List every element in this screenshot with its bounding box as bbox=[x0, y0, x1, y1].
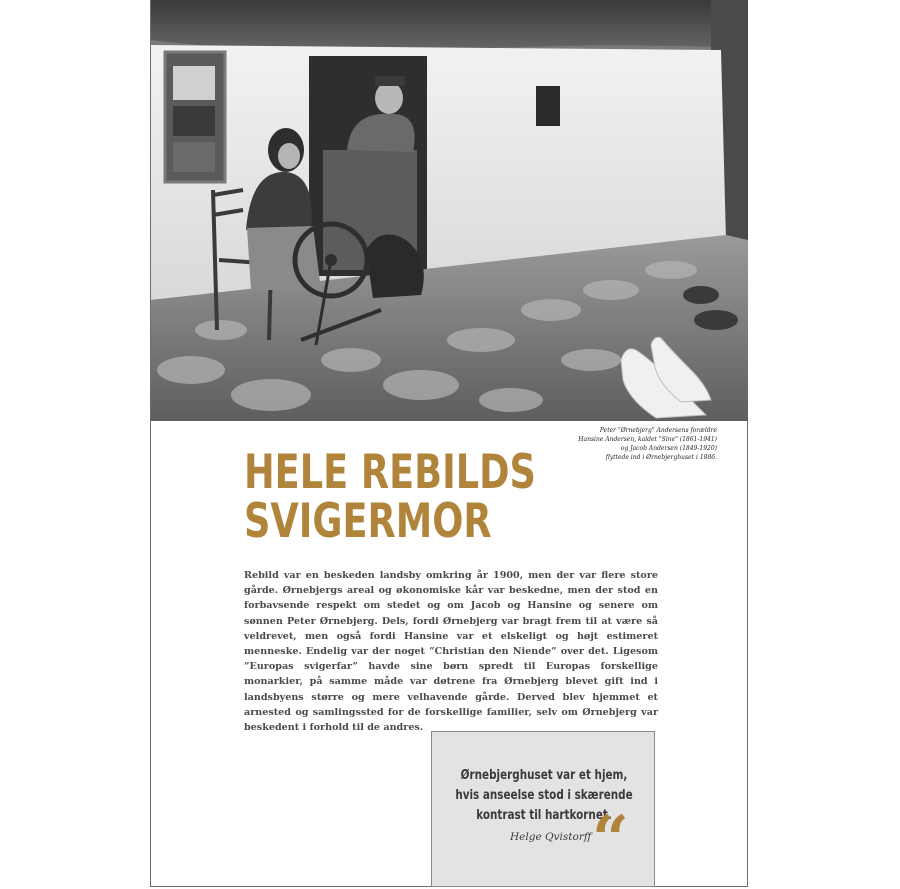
caption-line: Hansine Andersen, kaldet "Sine" (1861-1941) bbox=[578, 436, 717, 443]
quote-mark-icon: “ bbox=[592, 802, 629, 877]
quote-line: Ørnebjerghuset var et hjem, bbox=[460, 768, 628, 783]
historic-photo bbox=[151, 0, 748, 421]
page bbox=[150, 0, 748, 887]
page-title bbox=[244, 445, 536, 549]
quote-line: kontrast til hartkornet. bbox=[476, 808, 612, 823]
title-line-1: HELE REBILDS bbox=[244, 445, 536, 500]
quote-line: hvis anseelse stod i skærende bbox=[455, 788, 633, 803]
title-line-2: SVIGERMOR bbox=[244, 494, 492, 549]
caption-line: og Jacob Andersen (1849-1920) bbox=[620, 445, 717, 452]
caption-line: Peter "Ørnebjerg" Andersens forældre bbox=[599, 427, 717, 434]
man-figure bbox=[375, 82, 403, 114]
body-paragraph: Rebild var en beskeden landsby omkring år 1900, men der var flere store gårde. Ørnebjergs areal og økonomiske kår var beskedne, men der stod en forbavsende respekt om stedet og om Jacob og Hansine og senere om sønnen Peter Ørnebjerg. Dels, fordi Ørnebjerg var bragt frem til at være så veldrevet, men også fordi Hansine var et elskeligt og højt estimeret menneske. Endelig var der noget ”Christian den Niende” over det. Ligesom ”Europas svigerfar” havde sine børn spredt til Europas forskellige monarkier, på samme måde var døtrene fra Ørnebjerg blevet gift ind i landsbyens større og mere velhavende gårde. Derved blev hjemmet et arnested og samlingssted for de forskellige familier, selv om Ørnebjerg var beskedent i forhold til de andres. bbox=[244, 570, 658, 734]
quote-box bbox=[431, 731, 655, 887]
small-window bbox=[536, 86, 560, 126]
caption-line: flyttede ind i Ørnebjerghuset i 1886. bbox=[605, 454, 717, 461]
photo-illustration bbox=[151, 0, 748, 421]
quote-author: Helge Qvistorff bbox=[510, 831, 592, 843]
